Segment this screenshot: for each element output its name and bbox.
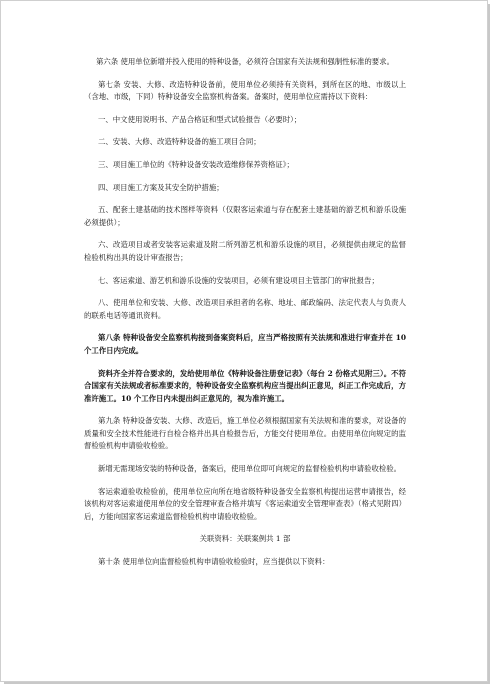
list-item-4: 四、项目施工方案及其安全防护措施； [98, 182, 224, 192]
article-9-ropeway: 客运索道验收检验前，使用单位应向所在地省级特种设备安全监察机构提出运营申请报告，经该机构对客运索道使用单位的安全管理审查合格并填写《客运索道安全管理审查表》（格式见附四）后，方能向国家客运索道监督检验机构申请验收检验。 [84, 486, 406, 521]
article-8: 第八条 特种设备安全监察机构接到备案资料后，应当严格按照有关法规和准进行审查并在 10 个工作日内完成。 [84, 333, 406, 355]
list-item-7: 七、客运索道、游艺机和游乐设施的安装项目，必须有建设项目主管部门的审批报告； [98, 275, 379, 285]
related-materials-link[interactable]: 关联资料：关联案例共 1 部 [199, 534, 291, 544]
list-item-8: 八、使用单位和安装、大修、改造项目承担者的名称、地址、邮政编码、法定代表人与负责人的联系电话等通讯资料。 [84, 298, 406, 320]
article-10: 第十条 使用单位向监督检验机构申请验收检验时，应当提供以下资料： [98, 557, 330, 567]
article-7: 第七条 安装、大修、改造特种设备前，使用单位必须持有关资料，到所在区的地、市级以上（含地、市级，下同）特种设备安全监察机构备案。备案时，使用单位应需持以下资料： [84, 79, 406, 102]
article-9: 第九条 特种设备安装、大修、改造后，施工单位必须根据国家有关法规和准的要求，对设备的质量和安全技术性能进行自检合格并出具自检报告后，方能交付使用单位。由使用单位向规定的监督检验机构申请验收检验。 [84, 416, 406, 451]
article-8-detail: 资料齐全并符合要求的，发给使用单位《特种设备注册登记表》（每台 2 份格式见附三）。不符合国家有关法规或者标准要求的，特种设备安全监察机构应当提出纠正意见，纠正工作完成后，方准许施工。10 个工作日内未提出纠正意见的，视为准许施工。 [84, 368, 406, 403]
list-item-6: 六、改造项目或者安装客运索道及附二所列游艺机和游乐设施的项目，必须提供由规定的监督检验机构出具的设计审查报告； [84, 240, 406, 262]
list-item-1: 一、中文使用说明书、产品合格证和型式试验报告（必要时）； [98, 114, 302, 124]
list-item-5: 五、配套土建基础的技术图样等资料（仅限客运索道与存在配套土建基础的游艺机和游乐设施必须提供）； [84, 205, 406, 227]
document-body [84, 56, 406, 579]
article-6: 第六条 使用单位新增并投入使用的特种设备，必须符合国家有关法规和强制性标准的要求。 [96, 57, 394, 66]
list-item-2: 二、安装、大修、改造特种设备的施工项目合同； [98, 137, 261, 147]
article-9-new-equipment: 新增无需现场安装的特种设备，备案后，使用单位即可向规定的监督检验机构申请验收检验。 [98, 464, 402, 474]
list-item-3: 三、项目施工单位的《特种设备安装改造维修保养资格证》； [98, 159, 294, 169]
